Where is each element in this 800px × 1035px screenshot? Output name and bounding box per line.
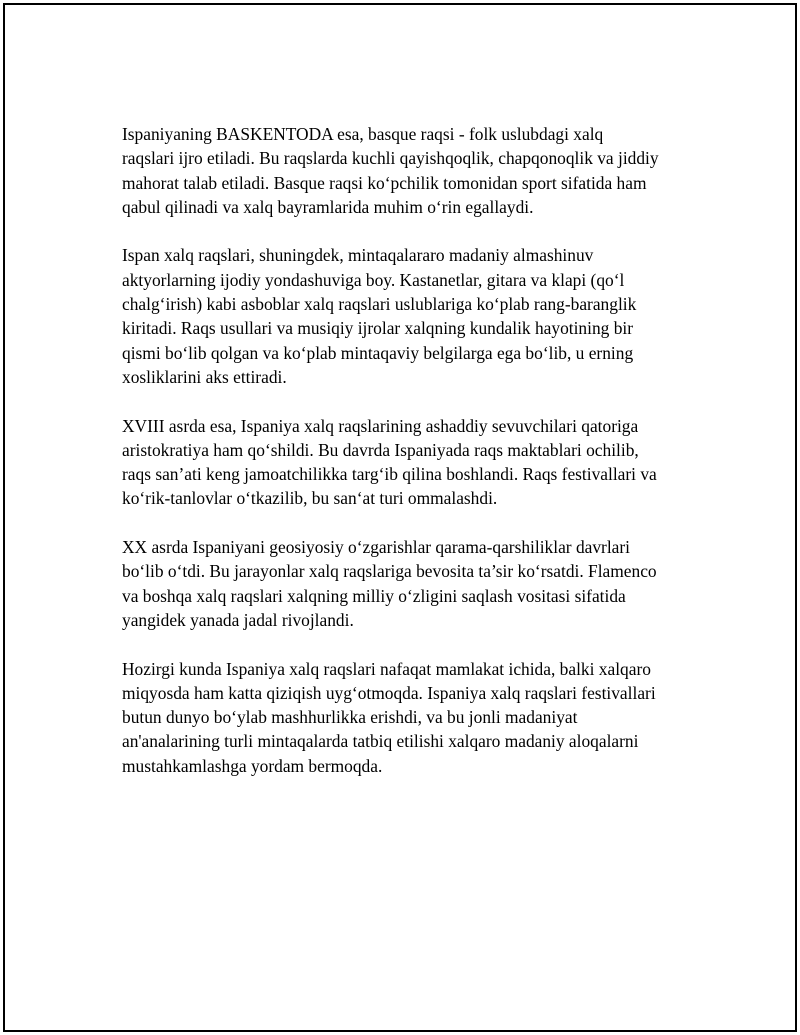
paragraph-18th-century: XVIII asrda esa, Ispaniya xalq raqslarining ashaddiy sevuvchilari qatoriga aristokratiya ham qo‘shildi. Bu davrda Ispaniyada raqs maktablari ochilib, raqs san’ati keng jamoatchilikka targ‘ib qilina boshlandi. Raqs festivallari va ko‘rik-tanlovlar o‘tkazilib, bu san‘at turi ommalashdi. — [122, 415, 657, 509]
paragraph-20th-century: XX asrda Ispaniyani geosiyosiy o‘zgarishlar qarama-qarshiliklar davrlari bo‘lib o‘tdi. Bu jarayonlar xalq raqslariga bevosita ta’sir ko‘rsatdi. Flamenco va boshqa xalq raqslari xalqning milliy o‘zligini saqlash vositasi sifatida yangidek yanada jadal rivojlandi. — [122, 537, 657, 630]
paragraph-basque-dance: Ispaniyaning BASKENTODA esa, basque raqsi - folk uslubdagi xalq raqslari ijro etiladi. Bu raqslarda kuchli qayishqoqlik, chapqonoqlik va jiddiy mahorat talab etiladi. Basque raqsi ko‘pchilik tomonidan sport sifatida ham qabul qilinadi va xalq bayramlarida muhim o‘rin egallaydi. — [122, 124, 659, 217]
page-border — [3, 3, 797, 1032]
document-body — [122, 122, 692, 802]
paragraph-regional-exchange: Ispan xalq raqslari, shuningdek, mintaqalararo madaniy almashinuv aktyorlarning ijodiy yondashuviga boy. Kastanetlar, gitara va klapi (qo‘l chalg‘irish) kabi asboblar xalq raqslari uslublariga ko‘plab rang-baranglik kiritadi. Raqs usullari va musiqiy ijrolar xalqning kundalik hayotining bir qismi bo‘lib qolgan va ko‘plab mintaqaviy belgilarga ega bo‘lib, u erning xosliklarini aks ettiradi. — [122, 245, 637, 387]
paragraph-present-day: Hozirgi kunda Ispaniya xalq raqslari nafaqat mamlakat ichida, balki xalqaro miqyosda ham katta qiziqish uyg‘otmoqda. Ispaniya xalq raqslari festivallari butun dunyo bo‘ylab mashhurlikka erishdi, va bu jonli madaniyat an'analarining turli mintaqalarda tatbiq etilishi xalqaro madaniy aloqalarni mustahkamlashga yordam bermoqda. — [122, 658, 656, 776]
